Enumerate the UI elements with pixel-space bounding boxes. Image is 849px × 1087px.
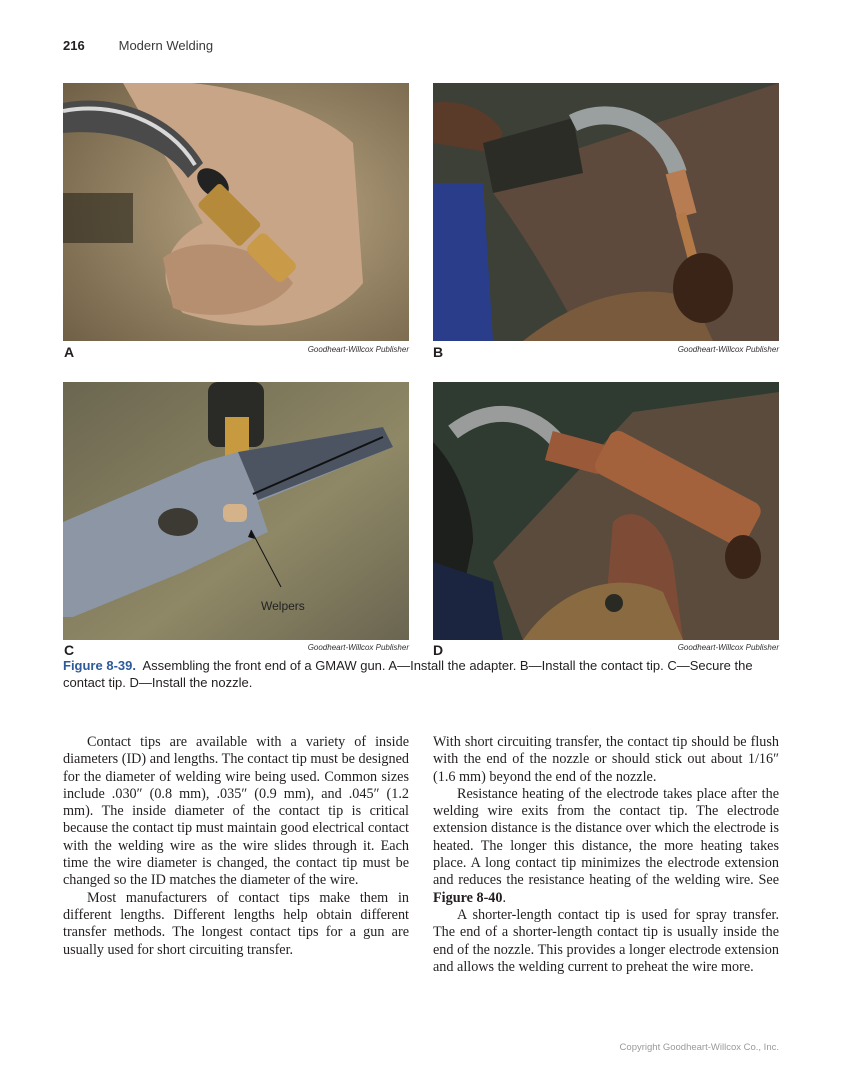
- figure-reference-link: Figure 8-40: [433, 889, 503, 906]
- panel-label-c: C: [64, 642, 75, 658]
- photo-credit-a: Goodheart-Willcox Publisher: [307, 345, 409, 354]
- running-head: [63, 38, 213, 53]
- panel-label-b: B: [433, 344, 444, 360]
- paragraph: A shorter-length contact tip is used for spray transfer. The end of a shorter-length contact tip is usually inside the end of the nozzle. This provides a longer electrode extension and allows the welding current to preheat the wire more.: [433, 906, 779, 975]
- paragraph: Most manufacturers of contact tips make them in different lengths. Different lengths help obtain different transfer methods. The longest contact tips for a gun are usually used for short circuiting transfer.: [63, 889, 409, 958]
- photo-credit-c: Goodheart-Willcox Publisher: [307, 643, 409, 652]
- photo-credit-b: Goodheart-Willcox Publisher: [677, 345, 779, 354]
- photo-c-secure-contact-tip: [63, 382, 409, 640]
- panel-label-a: A: [64, 344, 75, 360]
- photo-a-install-adapter: [63, 83, 409, 341]
- body-column-left: [63, 734, 409, 959]
- page-number: 216: [63, 38, 85, 53]
- photo-b-install-contact-tip: [433, 83, 779, 341]
- paragraph-continuation: With short circuiting transfer, the contact tip should be flush with the end of the nozzle or should stick out about 1/16″ (1.6 mm) beyond the end of the nozzle.: [433, 734, 779, 785]
- panel-label-d: D: [433, 642, 444, 658]
- photo-d-install-nozzle: [433, 382, 779, 640]
- photo-credit-d: Goodheart-Willcox Publisher: [677, 643, 779, 652]
- callout-welpers: Welpers: [261, 599, 305, 613]
- figure-caption: [63, 657, 783, 691]
- figure-label: Figure 8-39.: [63, 658, 136, 673]
- copyright-footer: Copyright Goodheart-Willcox Co., Inc.: [619, 1042, 779, 1053]
- paragraph: Resistance heating of the electrode takes place after the welding wire exits from the contact tip. The electrode extension distance is the distance over which the electrode is heated. The longer this distance, the more heating takes place. A long contact tip minimizes the electrode extension and reduces the resistance heating of the welding wire. See Figure 8-40.: [433, 785, 779, 906]
- paragraph: Contact tips are available with a variety of inside diameters (ID) and lengths. The contact tip must be designed for the diameter of welding wire being used. Common sizes include .030″ (0.8 mm), .035″ (0.9 mm), and .045″ (1.2 mm). The inside diameter of the contact tip is critical because the contact tip must maintain good electrical contact with the welding wire as the wire slides through it. Each time the wire diameter is changed, the contact tip must be changed so the ID matches the diameter of the wire.: [63, 734, 409, 889]
- body-column-right: [433, 734, 779, 976]
- book-title: Modern Welding: [118, 38, 214, 53]
- figure-caption-text: Assembling the front end of a GMAW gun. A—Install the adapter. B—Install the contact tip. C—Secure the contact tip. D—Install the nozzle.: [63, 658, 753, 690]
